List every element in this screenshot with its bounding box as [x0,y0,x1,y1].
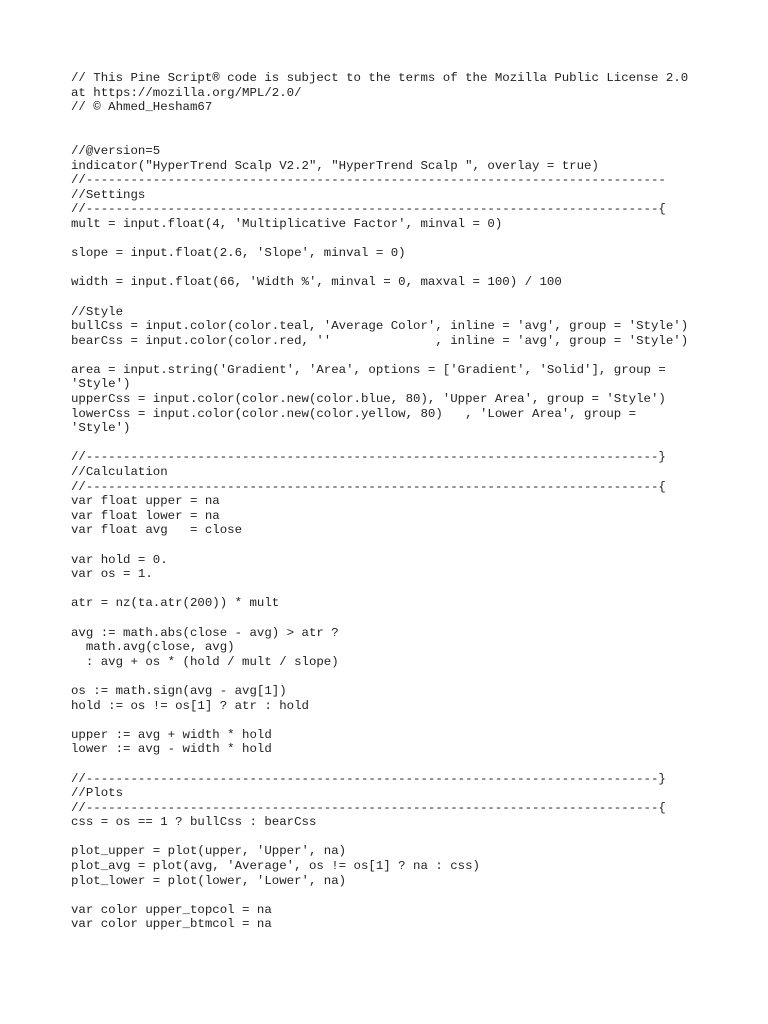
code-line: // © Ahmed_Hesham67 [71,100,213,115]
code-line: indicator("HyperTrend Scalp V2.2", "HyperTrend Scalp ", overlay = true) [71,158,599,173]
code-line: //Plots [71,786,124,801]
code-line: hold := os != os[1] ? atr : hold [71,698,309,713]
code-line [71,888,711,903]
code-line: upper := avg + width * hold [71,727,272,742]
code-line: lowerCss = input.color(color.new(color.yellow, 80) , 'Lower Area', group = [71,406,637,421]
code-line: plot_upper = plot(upper, 'Upper', na) [71,844,347,859]
code-line: bearCss = input.color(color.red, '' , inline = 'avg', group = 'Style') [71,333,689,348]
code-line: width = input.float(66, 'Width %', minval = 0, maxval = 100) / 100 [71,275,562,290]
code-line: area = input.string('Gradient', 'Area', options = ['Gradient', 'Solid'], group = [71,362,666,377]
code-line: os := math.sign(avg - avg[1]) [71,683,287,698]
code-line [71,713,711,728]
code-line: //Settings [71,187,146,202]
code-listing [71,71,711,932]
code-line [71,611,711,626]
code-line: //Style [71,304,124,319]
code-line: var color upper_btmcol = na [71,917,272,932]
code-line: //-----------------------------------------------------------------------------} [71,450,666,465]
code-line [71,582,711,597]
code-line: at https://mozilla.org/MPL/2.0/ [71,85,302,100]
code-line: 'Style') [71,421,131,436]
code-line: //-----------------------------------------------------------------------------{ [71,202,666,217]
code-line: var os = 1. [71,567,153,582]
code-line: //-----------------------------------------------------------------------------{ [71,800,666,815]
code-line [71,669,711,684]
code-line: plot_avg = plot(avg, 'Average', os != os[1] ? na : css) [71,859,480,874]
code-line: plot_lower = plot(lower, 'Lower', na) [71,873,347,888]
code-line [71,757,711,772]
code-line [71,348,711,363]
code-line: //Calculation [71,465,168,480]
code-line: var hold = 0. [71,552,168,567]
code-line: // This Pine Script® code is subject to the terms of the Mozilla Public License 2.0 [71,71,689,85]
code-line: bullCss = input.color(color.teal, 'Average Color', inline = 'avg', group = 'Style') [71,319,689,334]
code-line [71,290,711,305]
code-line [71,115,711,130]
code-line: math.avg(close, avg) [71,640,235,655]
code-line: 'Style') [71,377,131,392]
code-line: var float lower = na [71,508,220,523]
code-line: mult = input.float(4, 'Multiplicative Factor', minval = 0) [71,216,503,231]
code-line [71,830,711,845]
code-line: : avg + os * (hold / mult / slope) [71,654,339,669]
code-line: atr = nz(ta.atr(200)) * mult [71,596,280,611]
code-line [71,436,711,451]
code-line [71,129,711,144]
code-line: //@version=5 [71,143,161,158]
code-line: //------------------------------------------------------------------------------ [71,173,666,188]
code-line: slope = input.float(2.6, 'Slope', minval = 0) [71,246,406,261]
code-line: upperCss = input.color(color.new(color.blue, 80), 'Upper Area', group = 'Style') [71,392,666,407]
code-line: var float avg = close [71,523,243,538]
code-line: var float upper = na [71,494,220,509]
code-line: css = os == 1 ? bullCss : bearCss [71,815,317,830]
code-line [71,261,711,276]
code-line: //-----------------------------------------------------------------------------} [71,771,666,786]
code-line: //-----------------------------------------------------------------------------{ [71,479,666,494]
code-line: var color upper_topcol = na [71,902,272,917]
code-line [71,538,711,553]
code-line [71,232,711,247]
code-line: avg := math.abs(close - avg) > atr ? [71,625,339,640]
code-line: lower := avg - width * hold [71,742,272,757]
